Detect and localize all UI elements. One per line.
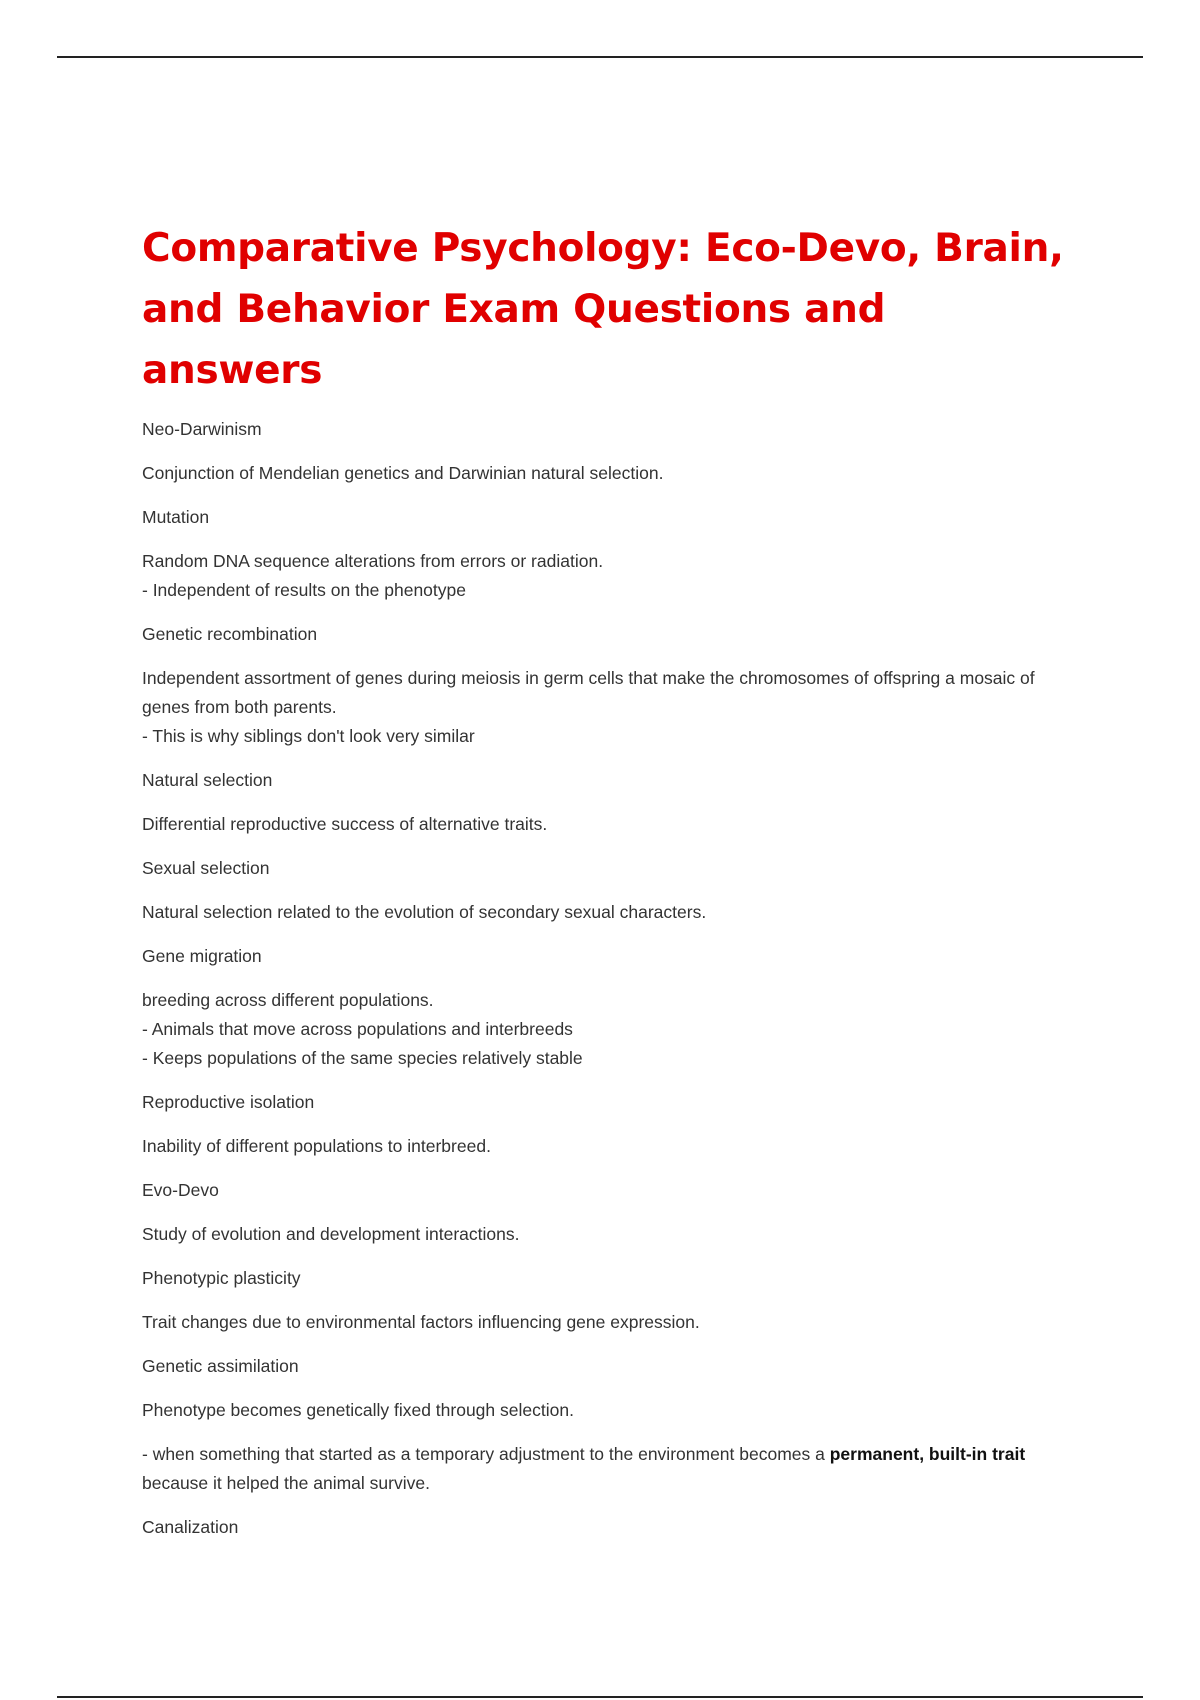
term: [142, 854, 1072, 883]
text-span: because it helped the animal survive.: [142, 1473, 430, 1493]
document-title: Comparative Psychology: Eco-Devo, Brain, and Behavior Exam Questions and answers: [142, 226, 1064, 393]
term: [142, 620, 1072, 649]
term: [142, 942, 1072, 971]
text-line: Sexual selection: [142, 858, 270, 878]
definition: [142, 1220, 1072, 1249]
term: [142, 1176, 1072, 1205]
bold-text: permanent, built-in trait: [829, 1444, 1026, 1464]
text-line: Genetic assimilation: [142, 1356, 299, 1376]
text-line: breeding across different populations.: [142, 990, 434, 1010]
definition: [142, 986, 1072, 1073]
text-line: - Animals that move across populations and interbreeds: [142, 1019, 573, 1039]
text-line: Random DNA sequence alterations from errors or radiation.: [142, 551, 604, 571]
term: [142, 1088, 1072, 1117]
text-line: Trait changes due to environmental factors influencing gene expression.: [142, 1312, 700, 1332]
definition: [142, 1132, 1072, 1161]
text-line: - Independent of results on the phenotype: [142, 580, 466, 600]
definition: [142, 459, 1072, 488]
definition: [142, 898, 1072, 927]
text-line: Genetic recombination: [142, 624, 318, 644]
term: [142, 415, 1072, 444]
document-body: [142, 218, 1072, 1557]
text-line: Conjunction of Mendelian genetics and Darwinian natural selection.: [142, 463, 664, 483]
term: [142, 503, 1072, 532]
definition: [142, 547, 1072, 605]
text-line: - This is why siblings don't look very similar: [142, 726, 475, 746]
text-line: Reproductive isolation: [142, 1092, 315, 1112]
text-line: Natural selection related to the evolution of secondary sexual characters.: [142, 902, 707, 922]
text-line: Inability of different populations to interbreed.: [142, 1136, 491, 1156]
bottom-rule: [57, 1696, 1143, 1698]
definition: [142, 664, 1072, 751]
text-line: Mutation: [142, 507, 210, 527]
text-line: Evo-Devo: [142, 1180, 219, 1200]
text-line: Phenotype becomes genetically fixed through selection.: [142, 1400, 574, 1420]
term: [142, 1264, 1072, 1293]
text-line: Independent assortment of genes during meiosis in germ cells that make the chromosomes of offspring a mosaic of genes from both parents.: [142, 668, 1035, 717]
text-line: Gene migration: [142, 946, 262, 966]
text-line: Natural selection: [142, 770, 273, 790]
term: [142, 766, 1072, 795]
text-line: Canalization: [142, 1517, 239, 1537]
term: [142, 1513, 1072, 1542]
text-line: - Keeps populations of the same species relatively stable: [142, 1048, 583, 1068]
definition: [142, 1308, 1072, 1337]
definition-note: [142, 1440, 1072, 1498]
text-span: - when something that started as a temporary adjustment to the environment becomes a: [142, 1444, 830, 1464]
top-rule: [57, 56, 1143, 58]
text-line: Differential reproductive success of alternative traits.: [142, 814, 548, 834]
text-line: Phenotypic plasticity: [142, 1268, 301, 1288]
definition: [142, 1396, 1072, 1425]
text-line: Study of evolution and development interactions.: [142, 1224, 520, 1244]
term: [142, 1352, 1072, 1381]
text-line: Neo-Darwinism: [142, 419, 262, 439]
definition: [142, 810, 1072, 839]
